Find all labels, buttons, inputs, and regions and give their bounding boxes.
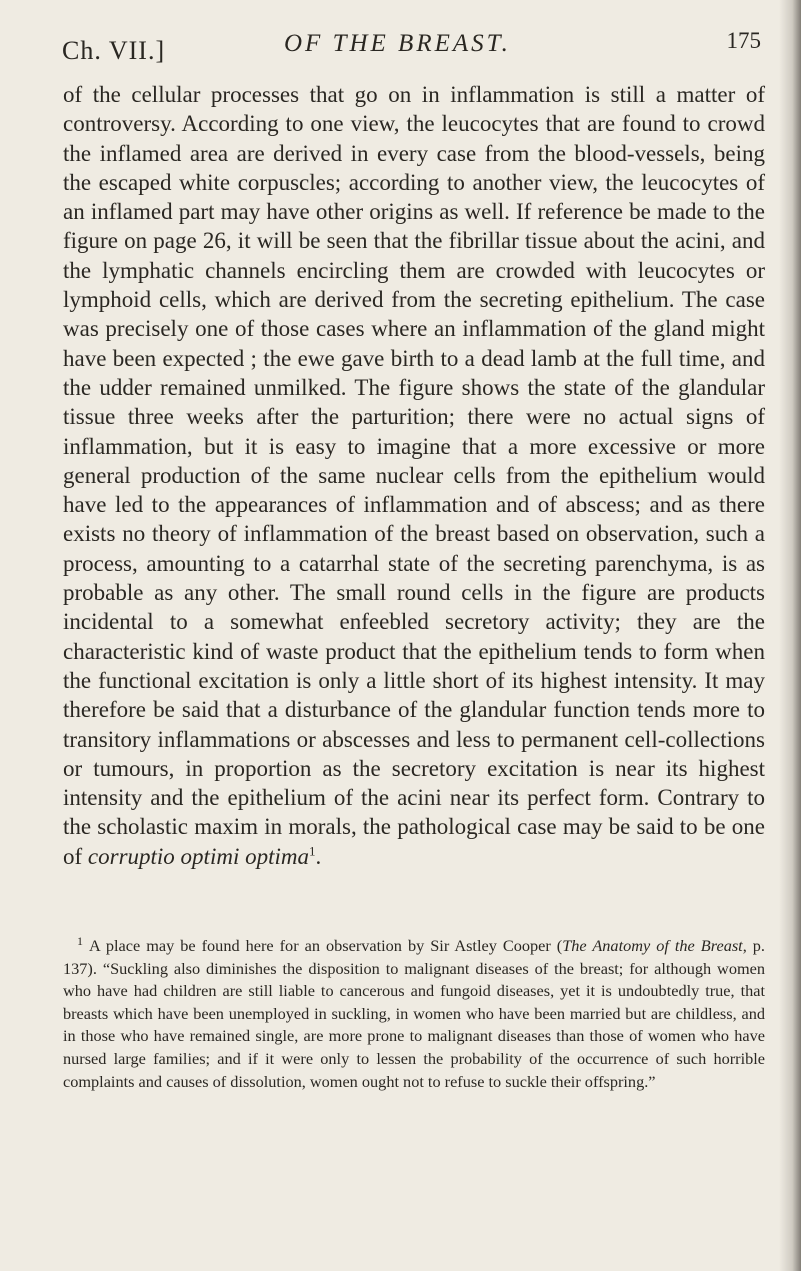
running-header [62, 28, 761, 68]
chapter-label: Ch. VII.] [62, 36, 166, 65]
footnote-paragraph [63, 935, 765, 1093]
footnote-rest: , p. 137). “Suckling also diminishes the disposition to malignant diseases of the breast; for although women who have had children are still liable to cancerous and fungoid diseases, yet it is undoubtedly true, that breasts which have been unemployed in suckling, in women who have been married but are childless, and in those who have remained single, are more prone to malignant diseases than those of women who have nursed large families; and if it were only to lessen the probability of the occurrence of such horrible complaints and causes of dissolution, women ought not to refuse to suckle their offspring.” [63, 936, 765, 1091]
footnote-lead: A place may be found here for an observation by Sir Astley Cooper ( [89, 936, 563, 955]
footnote [63, 935, 765, 1093]
page-edge-shadow [779, 0, 801, 1271]
closing-period: . [315, 843, 322, 869]
latin-phrase: corruptio optimi optima [87, 843, 309, 869]
main-paragraph [63, 80, 765, 871]
body-text [63, 80, 765, 871]
main-paragraph-text: of the cellular processes that go on in inflammation is still a matter of controversy. According to one view, the leucocytes that are found to crowd the inflamed area are derived in every case from the blood-vessels, being the escaped white corpuscles; according to another view, the leucocytes of an inflamed part may have other origins as well. If reference be made to the figure on page 26, it will be seen that the fibrillar tissue about the acini, and the lymphatic channels encircling them are crowded with leucocytes or lymphoid cells, which are derived from the secreting epithelium. The case was precisely one of those cases where an inflammation of the gland might have been expected ; the ewe gave birth to a dead lamb at the full time, and the udder remained unmilked. The figure shows the state of the glandular tissue three weeks after the parturition; there were no actual signs of inflammation, but it is easy to imagine that a more excessive or more general production of the same nuclear cells from the epithelium would have led to the appearances of inflammation and of abscess; and as there exists no theory of inflammation of the breast based on observation, such a process, amounting to a catarrhal state of the secreting parenchyma, is as probable as any other. The small round cells in the figure are products incidental to a somewhat enfeebled secretory activity; they are the characteristic kind of waste product that the epithelium tends to form when the functional excitation is only a little short of its highest intensity. It may therefore be said that a disturbance of the glandular function tends more to transitory inflammations or abscesses and less to permanent cell-collections or tumours, in proportion as the secretory excitation is near its highest intensity and the epithelium of the acini near its perfect form. Contrary to the scholastic maxim in morals, the pathological case may be said to be one of [63, 82, 765, 869]
footnote-reference: 1 [308, 843, 316, 859]
page-number: 175 [726, 28, 761, 53]
footnote-book-title: The Anatomy of the Breast [562, 936, 743, 955]
running-title: OF THE BREAST. [284, 30, 511, 57]
footnote-marker: 1 [77, 933, 83, 948]
